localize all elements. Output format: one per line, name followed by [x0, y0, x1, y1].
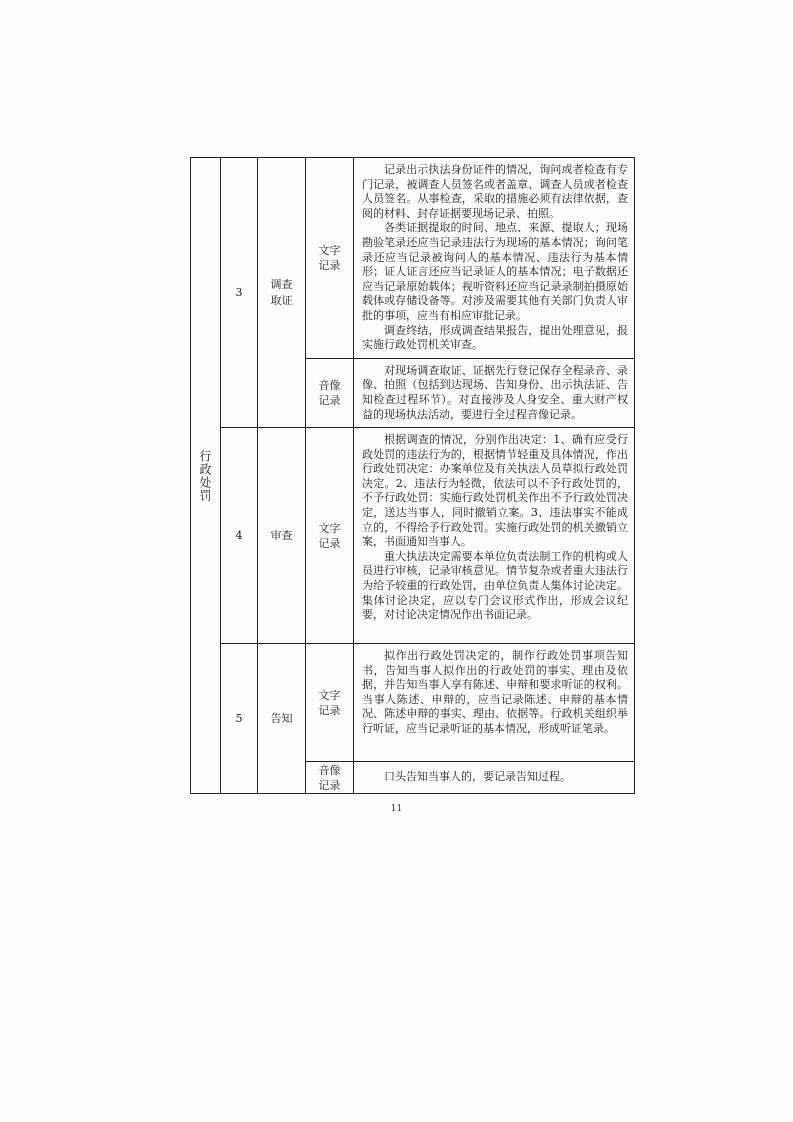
record-type: 音像记录 — [318, 378, 341, 407]
record-type-cell — [306, 428, 354, 644]
table-row — [191, 644, 635, 762]
record-type-cell — [306, 358, 354, 427]
step-name: 审查 — [270, 528, 293, 542]
content-paragraph: 口头告知当事人的，要记录告知过程。 — [384, 770, 571, 784]
content-paragraph: 调查终结，形成调查结果报告，提出处理意见，报实施行政处罚机关审查。 — [362, 323, 628, 352]
record-type: 音像记录 — [318, 763, 341, 792]
record-type: 文字记录 — [318, 243, 341, 272]
record-content-cell — [354, 358, 635, 427]
record-type: 文字记录 — [318, 521, 341, 550]
step-number: 3 — [235, 286, 243, 300]
step-number-cell — [221, 428, 258, 644]
table-row — [191, 428, 635, 644]
step-number-cell — [221, 158, 258, 428]
content-paragraph: 拟作出行政处罚决定的，制作行政处罚事项告知书，告知当事人拟作出的行政处罚的事实、理由及依据，并告知当事人享有陈述、申辩和要求听证的权利。当事人陈述、申辩的，应当记录陈述、申辩的基本情况、陈述申辩的事实、理由、依据等。行政机关组织举行听证，应当记录听证的基本情况，形成听证笔录。 — [362, 649, 628, 736]
step-name-cell — [258, 644, 306, 794]
record-type-cell — [306, 644, 354, 762]
category-label: 行政处罚 — [198, 449, 212, 502]
content-paragraph: 对现场调查取证、证据先行登记保存全程录音、录像、拍照（包括到达现场、告知身份、出示执法证、告知检查过程环节）。对直接涉及人身安全、重大财产权益的现场执法活动，要进行全过程音像记录。 — [362, 363, 628, 421]
record-content-cell — [354, 428, 635, 644]
record-type: 文字记录 — [318, 688, 341, 717]
record-type-cell — [306, 158, 354, 359]
content-paragraph: 各类证据提取的时间、地点、来源、提取人；现场勘验笔录还应当记录违法行为现场的基本情况；询问笔录还应当记录被询问人的基本情况、违法行为基本情形；证人证言还应当记录证人的基本情况；电子数据还应当记录原始载体；视听资料还应当记录录制拍摄原始载体或存储设备等。对涉及需要其他有关部门负责人审批的事项，应当有相应审批记录。 — [362, 221, 628, 322]
step-name-cell — [258, 158, 306, 428]
content-paragraph: 记录出示执法身份证件的情况，询问或者检查有专门记录，被调查人员签名或者盖章、调查人员或者检查人员签名。从事检查，采取的措施必须有法律依据，查阅的材料、封存证据要现场记录、拍照。 — [362, 163, 628, 220]
step-number: 4 — [235, 529, 243, 543]
step-name: 调查取证 — [270, 277, 293, 307]
step-name: 告知 — [270, 711, 293, 725]
step-number-cell — [221, 644, 258, 794]
step-number: 5 — [235, 712, 243, 726]
category-cell — [191, 158, 221, 794]
record-content-cell — [354, 644, 635, 762]
content-paragraph: 根据调查的情况，分别作出决定：1、确有应受行政处罚的违法行为的，根据情节轻重及具体情况，作出行政处罚决定：办案单位及有关执法人员草拟行政处罚决定。2、违法行为轻微，依法可以不予行政处罚的，不予行政处罚：实施行政处罚机关作出不予行政处罚决定，送达当事人，同时撤销立案。3、违法事实不能成立的，不得给予行政处罚。实施行政处罚的机关撤销立案，书面通知当事人。 — [362, 433, 628, 549]
table-row — [191, 158, 635, 359]
procedure-table — [190, 157, 635, 794]
content-paragraph: 重大执法决定需要本单位负责法制工作的机构或人员进行审核，记录审核意见。情节复杂或者重大违法行为给予较重的行政处罚，由单位负责人集体讨论决定。集体讨论决定，应以专门会议形式作出，形成会议纪要，对讨论决定情况作出书面记录。 — [362, 549, 628, 622]
record-content-cell — [354, 762, 635, 794]
record-type-cell — [306, 762, 354, 794]
record-content-cell — [354, 158, 635, 359]
page-number: 11 — [390, 804, 403, 814]
step-name-cell — [258, 428, 306, 644]
